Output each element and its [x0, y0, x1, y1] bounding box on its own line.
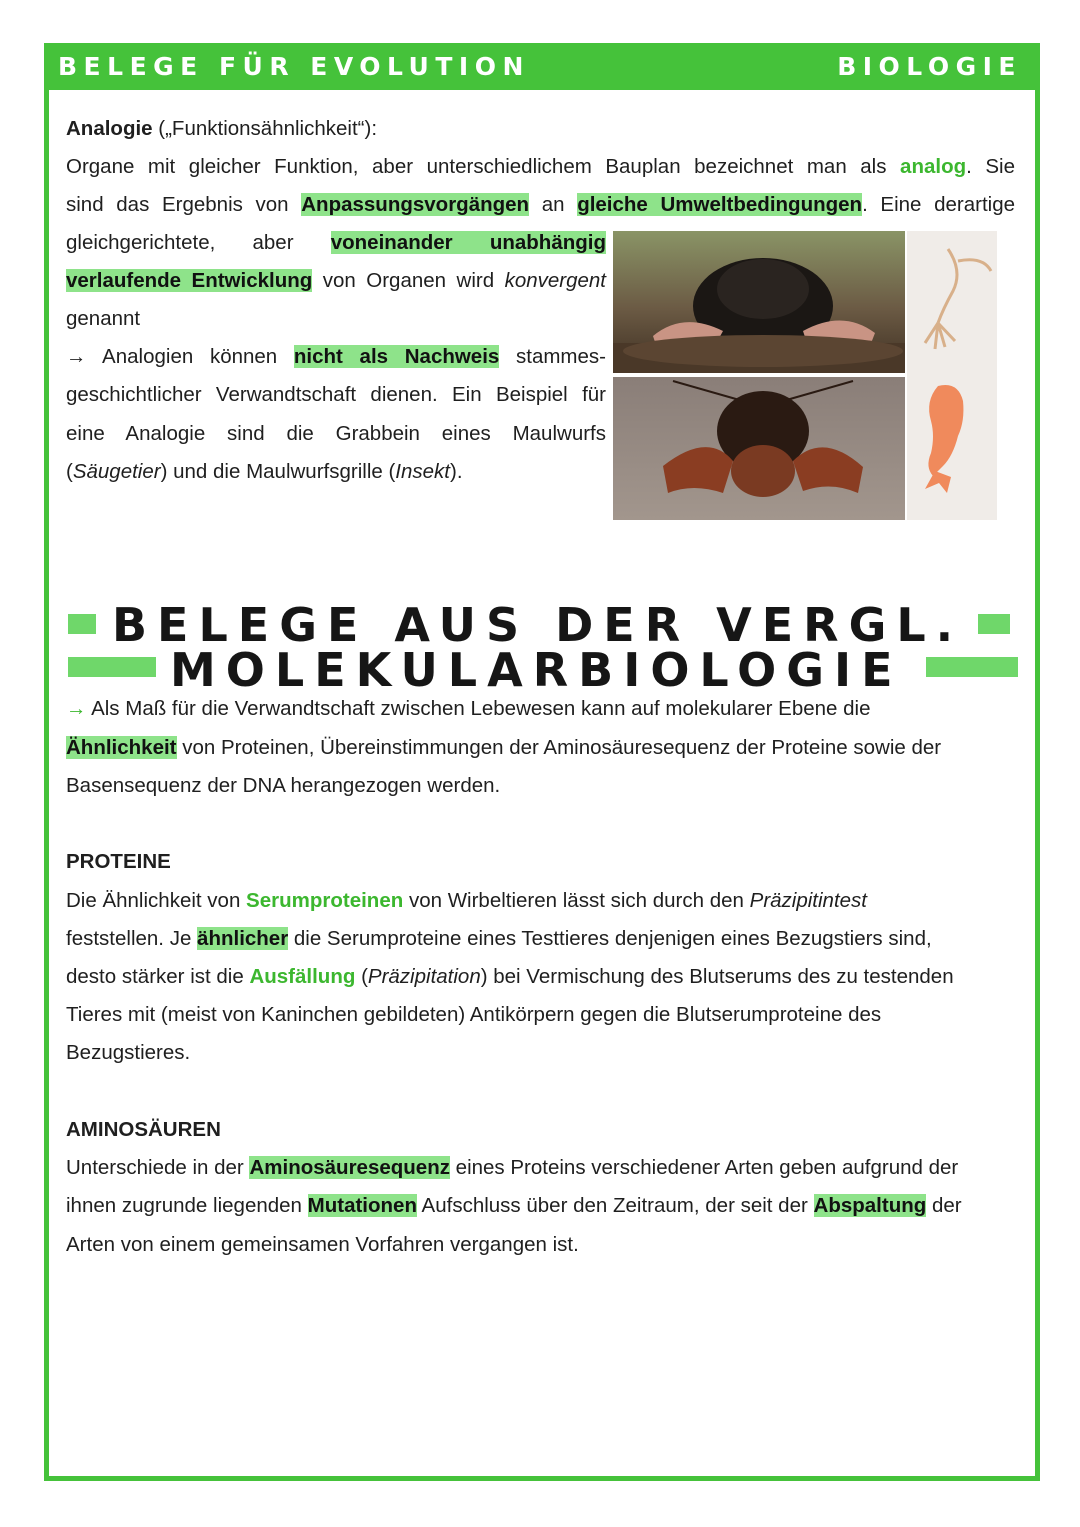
proteine-line-5: Bezugstieres.	[66, 1041, 191, 1064]
analogie-title: Analogie („Funktionsähnlichkeit“):	[66, 117, 378, 140]
analogie-line-4: verlaufende Entwicklung von Organen wird konvergent	[66, 269, 607, 292]
heading-bar-right-1	[978, 614, 1010, 634]
section-title-line-1: BELEGE AUS DER VERGL.	[112, 598, 964, 652]
amino-line-3: Arten von einem gemeinsamen Vorfahren vergangen ist.	[66, 1233, 579, 1256]
proteine-line-1: Die Ähnlichkeit von Serumproteinen von Wirbeltieren lässt sich durch den Präzipitintest	[66, 889, 867, 912]
proteine-line-4: Tieres mit (meist von Kaninchen gebildeten) Antikörpern gegen die Blutserumproteine des	[66, 1003, 882, 1026]
header-title: BELEGE FÜR EVOLUTION	[58, 52, 530, 81]
analogie-line-2: sind das Ergebnis von Anpassungsvorgängen an gleiche Umweltbedingungen. Eine derartige	[66, 193, 1016, 216]
proteine-line-3: desto stärker ist die Ausfällung (Präzipitation) bei Vermischung des Blutserums des zu testenden	[66, 965, 954, 988]
analogie-line-9: (Säugetier) und die Maulwurfsgrille (Insekt).	[66, 460, 463, 483]
amino-line-2: ihnen zugrunde liegenden Mutationen Aufschluss über den Zeitraum, der seit der Abspaltung der	[66, 1194, 962, 1217]
intro-line-2: Ähnlichkeit von Proteinen, Übereinstimmungen der Aminosäuresequenz der Proteine sowie der	[66, 736, 942, 759]
proteine-line-2: feststellen. Je ähnlicher die Serumproteine eines Testtieres denjenigen eines Bezugstiers sind,	[66, 927, 932, 950]
analogie-line-8: eine Analogie sind die Grabbein eines Maulwurfs	[66, 422, 606, 445]
analogie-line-5: genannt	[66, 307, 141, 330]
heading-bar-left-2	[68, 657, 156, 677]
heading-bar-right-2	[926, 657, 1018, 677]
analogie-line-6: → Analogien können nicht als Nachweis stammes-	[66, 345, 606, 368]
intro-line-1: → Als Maß für die Verwandtschaft zwischen Lebewesen kann auf molekularer Ebene die	[66, 697, 871, 720]
proteine-heading: PROTEINE	[66, 850, 171, 873]
amino-line-1: Unterschiede in der Aminosäuresequenz eines Proteins verschiedener Arten geben aufgrund der	[66, 1156, 959, 1179]
analogie-line-1: Organe mit gleicher Funktion, aber unterschiedlichem Bauplan bezeichnet man als analog. Sie	[66, 155, 1015, 178]
heading-bar-left-1	[68, 614, 96, 634]
amino-heading: AMINOSÄUREN	[66, 1118, 221, 1141]
mole-cricket-photo-collage	[613, 231, 997, 520]
analogie-line-3: gleichgerichtete, aber voneinander unabhängig	[66, 231, 606, 254]
arrow-icon: →	[66, 697, 87, 720]
collage-illustration	[613, 231, 997, 520]
header-subject: BIOLOGIE	[837, 52, 1022, 81]
intro-line-3: Basensequenz der DNA herangezogen werden.	[66, 774, 501, 797]
analogie-line-7: geschichtlicher Verwandtschaft dienen. Ein Beispiel für	[66, 383, 606, 406]
header-bar	[44, 43, 1040, 90]
section-title-line-2: MOLEKULARBIOLOGIE	[170, 643, 903, 697]
